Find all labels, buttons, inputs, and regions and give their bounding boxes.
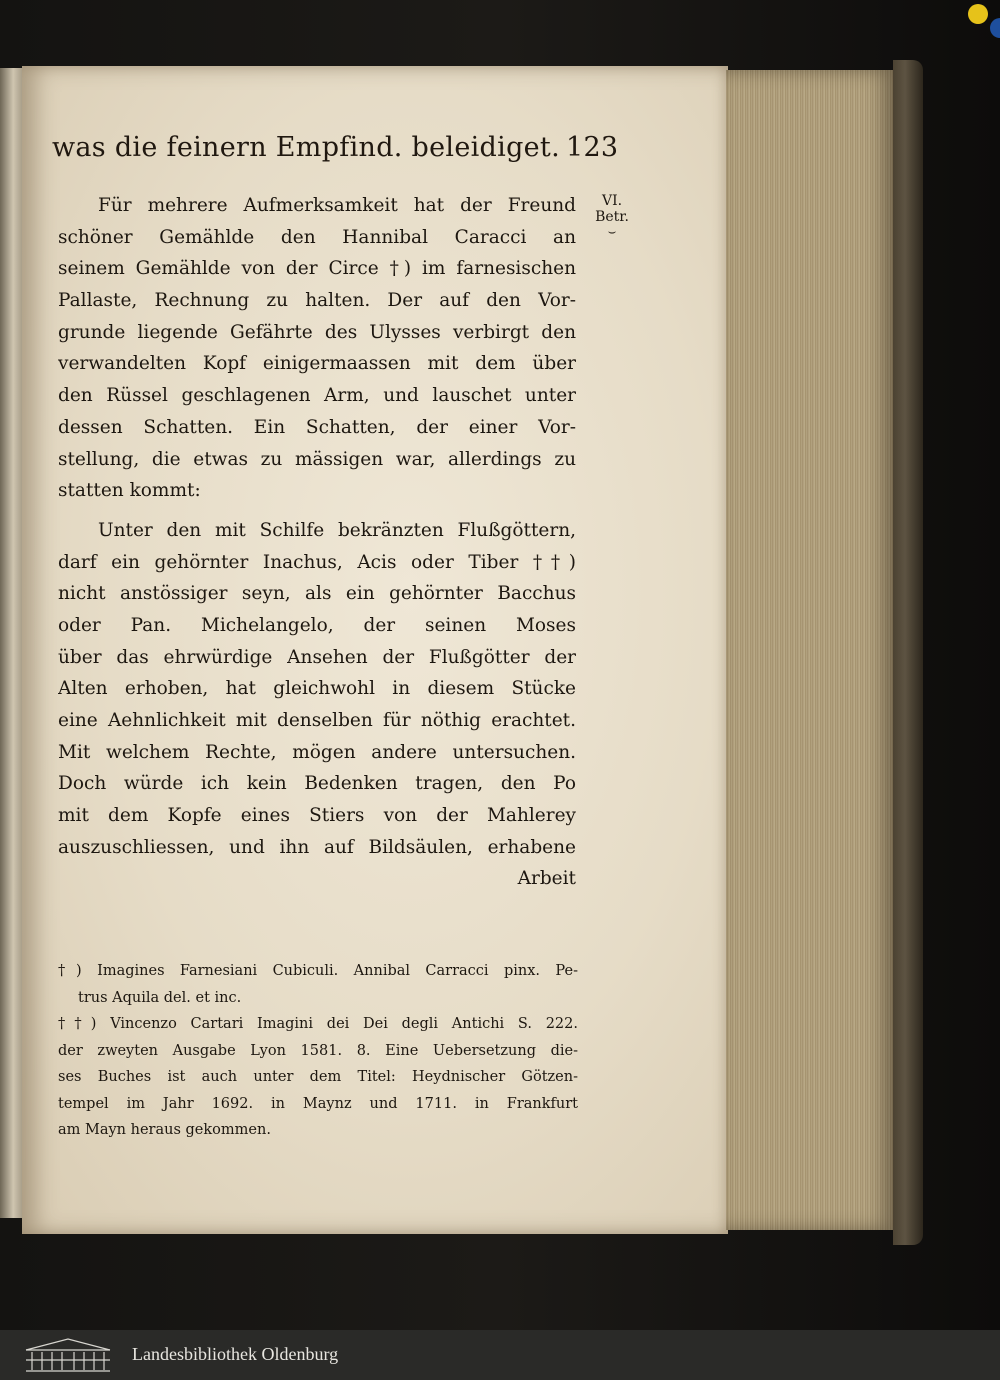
footnote-line: ses Buches ist auch unter dem Titel: Heydnischer Götzen-	[58, 1069, 578, 1085]
text-line: nicht anstössiger seyn, als ein gehörnter Bacchus	[58, 583, 576, 605]
footnote-line: der zweyten Ausgabe Lyon 1581. 8. Eine Uebersetzung die-	[58, 1042, 578, 1059]
text-line: Unter den mit Schilfe bekränzten Flußgöttern,	[98, 519, 576, 541]
library-building-icon	[22, 1336, 114, 1374]
running-head	[52, 132, 618, 163]
text-line: mit dem Kopfe eines Stiers von der Mahlerey	[58, 805, 576, 827]
footer-bar	[0, 1330, 1000, 1380]
text-line: Mit welchem Rechte, mögen andere untersuchen.	[58, 741, 576, 763]
text-line: grunde liegende Gefährte des Ulysses verbirgt den	[58, 321, 576, 343]
margin-brace-icon: ⌣	[607, 225, 617, 240]
text-line: seinem Gemählde von der Circe †) im farnesischen	[58, 258, 576, 280]
text-line: stellung, die etwas zu mässigen war, allerdings zu	[58, 448, 576, 470]
margin-note	[592, 193, 632, 241]
book-cover-edge	[893, 60, 923, 1245]
text-line: den Rüssel geschlagenen Arm, und lauschet unter	[58, 385, 576, 407]
margin-note-line: VI.	[601, 193, 623, 209]
left-page-edge	[0, 68, 22, 1218]
book-fore-edge	[726, 70, 894, 1230]
text-line: über das ehrwürdige Ansehen der Flußgötter der	[58, 646, 576, 668]
footnote-line: †) Imagines Farnesiani Cubiculi. Annibal Carracci pinx. Pe-	[58, 963, 578, 979]
running-head-title: was die feinern Empfind. beleidiget.	[52, 132, 560, 163]
catchword: Arbeit	[517, 868, 576, 890]
text-line: Doch würde ich kein Bedenken tragen, den Po	[58, 773, 576, 795]
text-line: oder Pan. Michelangelo, der seinen Moses	[58, 614, 576, 636]
color-chip-yellow	[968, 4, 988, 24]
footnote-line: trus Aquila del. et inc.	[78, 989, 242, 1006]
text-line: verwandelten Kopf einigermaassen mit dem über	[58, 353, 576, 375]
text-line: auszuschliessen, und ihn auf Bildsäulen, erhabene	[58, 836, 576, 858]
footnotes	[58, 958, 578, 1144]
text-line: Alten erhoben, hat gleichwohl in diesem Stücke	[58, 678, 576, 700]
text-line: schöner Gemählde den Hannibal Caracci an	[58, 226, 576, 248]
library-name: Landesbibliothek Oldenburg	[132, 1344, 339, 1364]
footnote-line: ††) Vincenzo Cartari Imagini dei Dei degli Antichi S. 222.	[58, 1016, 578, 1032]
text-line: Pallaste, Rechnung zu halten. Der auf den Vor-	[58, 290, 576, 312]
text-line: dessen Schatten. Ein Schatten, der einer Vor-	[58, 416, 576, 438]
footnote-line: am Mayn heraus gekommen.	[58, 1122, 271, 1138]
text-line: eine Aehnlichkeit mit denselben für nöthig erachtet.	[58, 710, 576, 731]
body-text	[58, 190, 576, 895]
text-line: darf ein gehörnter Inachus, Acis oder Tiber ††)	[58, 551, 576, 573]
text-line: Für mehrere Aufmerksamkeit hat der Freund	[98, 195, 576, 216]
footnote-line: tempel im Jahr 1692. in Maynz und 1711. in Frankfurt	[58, 1095, 578, 1112]
margin-note-line: Betr.	[595, 209, 629, 225]
text-line: statten kommt:	[58, 480, 201, 502]
page-number: 123	[565, 132, 619, 163]
